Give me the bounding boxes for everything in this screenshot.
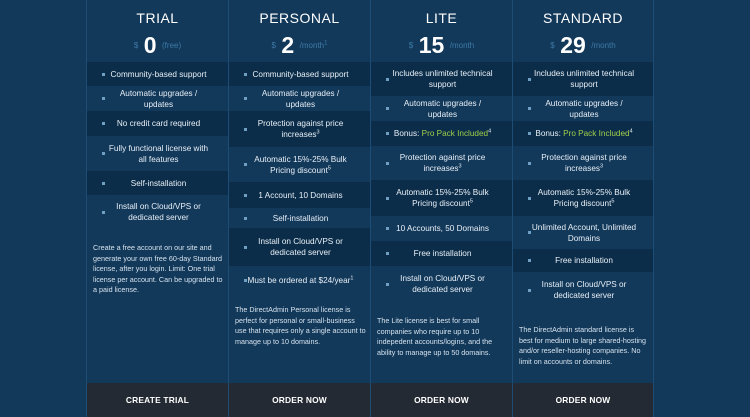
plan-name: PERSONAL: [259, 10, 340, 26]
bullet-icon: [386, 227, 389, 230]
currency-symbol: $: [133, 41, 139, 50]
currency-symbol: $: [271, 41, 276, 50]
plan-lite: [370, 0, 512, 417]
feature-item: Protection against price increases$^3$: [371, 146, 512, 180]
feature-item: Install on Cloud/VPS or dedicated server: [87, 195, 228, 229]
feature-item: Bonus: Pro Pack Included$^4$: [513, 121, 653, 146]
bullet-icon: [244, 97, 247, 100]
feature-item: Free installation: [371, 241, 512, 266]
bullet-icon: [244, 217, 247, 220]
plan-description: The DirectAdmin Personal license is perfect for personal or small-business use that requires only a single account to manage up to 10 domains.: [235, 305, 366, 346]
bullet-icon: [528, 231, 531, 234]
plan-description: The DirectAdmin standard license is best for medium to large shared-hosting and/or reseller-hosting companies. No limit on accounts or domains.: [519, 325, 647, 366]
bullet-icon: [244, 73, 247, 76]
feature-list: [87, 62, 228, 229]
bullet-icon: [386, 132, 389, 135]
bullet-icon: [244, 128, 247, 131]
plan-personal: [228, 0, 370, 417]
feature-item: Fully functional license with all features: [87, 136, 228, 171]
bullet-icon: [528, 289, 531, 292]
plan-name: TRIAL: [136, 10, 179, 26]
feature-item: Self-installation: [87, 171, 228, 195]
order-now-button[interactable]: ORDER NOW: [371, 383, 512, 417]
bullet-icon: [102, 211, 105, 214]
feature-item: Automatic 15%-25% Bulk Pricing discount$^5$: [229, 147, 370, 182]
price-value: 29: [560, 32, 586, 58]
pricing-table: [86, 0, 657, 417]
feature-item: Free installation: [513, 249, 653, 272]
feature-list: [229, 62, 370, 294]
feature-item: Install on Cloud/VPS or dedicated server: [229, 228, 370, 266]
feature-item: 1 Account, 10 Domains: [229, 182, 370, 208]
price-period: /month: [449, 41, 475, 50]
plan-description: Create a free account on our site and generate your own free 60-day Standard license, after you login. Limit: One trial license per account. Can be upgraded to a paid license.: [93, 243, 223, 295]
bullet-icon: [102, 97, 105, 100]
bullet-icon: [528, 132, 531, 135]
bullet-icon: [244, 194, 247, 197]
feature-item: Community-based support: [229, 62, 370, 86]
plan-trial: [86, 0, 228, 417]
plan-description: The Lite license is best for small companies who require up to 10 indepedent accounts/logins, and the ability to manage up to 50 domains.: [377, 316, 493, 357]
bullet-icon: [528, 162, 531, 165]
price-value: 0: [143, 32, 157, 58]
feature-item: Install on Cloud/VPS or dedicated server: [513, 272, 653, 308]
price-value: 15: [418, 32, 445, 58]
feature-item: Includes unlimited technical support: [371, 62, 512, 96]
bullet-icon: [528, 197, 531, 200]
feature-item: Bonus: Pro Pack Included$^4$: [371, 121, 512, 146]
price-row: [87, 32, 228, 58]
bullet-icon: [102, 152, 105, 155]
bullet-icon: [386, 197, 389, 200]
price-period: /month: [591, 41, 616, 50]
pro-pack-highlight: Pro Pack Included: [421, 129, 489, 138]
feature-item: Automatic upgrades / updates: [371, 96, 512, 121]
feature-item: Automatic upgrades / updates: [229, 86, 370, 111]
price-row: [513, 32, 653, 58]
order-now-button[interactable]: ORDER NOW: [513, 383, 653, 417]
feature-list: [371, 62, 512, 302]
bullet-icon: [244, 279, 247, 282]
bullet-icon: [528, 78, 531, 81]
feature-item: Must be ordered at $24/year$^1$: [229, 266, 370, 294]
bullet-icon: [102, 122, 105, 125]
bullet-icon: [386, 283, 389, 286]
bullet-icon: [102, 182, 105, 185]
feature-item: Community-based support: [87, 62, 228, 86]
price-period: (free): [162, 41, 182, 50]
feature-item: Install on Cloud/VPS or dedicated server: [371, 266, 512, 302]
create-trial-button[interactable]: CREATE TRIAL: [87, 383, 228, 417]
bullet-icon: [386, 107, 389, 110]
price-row: [229, 32, 370, 58]
feature-item: No credit card required: [87, 111, 228, 136]
price-value: 2: [281, 32, 295, 58]
currency-symbol: $: [550, 41, 555, 50]
bullet-icon: [528, 107, 531, 110]
plan-name: STANDARD: [543, 10, 623, 26]
bullet-icon: [386, 162, 389, 165]
plan-name: LITE: [425, 10, 458, 26]
bullet-icon: [386, 252, 389, 255]
feature-item: Protection against price increases$^3$: [513, 146, 653, 180]
plan-standard: [512, 0, 654, 417]
bullet-icon: [102, 73, 105, 76]
currency-symbol: $: [408, 41, 414, 50]
feature-item: Protection against price increases$^3$: [229, 111, 370, 147]
feature-item: Automatic 15%-25% Bulk Pricing discount$^5$: [371, 180, 512, 216]
price-period: /month$^1$: [299, 40, 328, 51]
order-now-button[interactable]: ORDER NOW: [229, 383, 370, 417]
pro-pack-highlight: Pro Pack Included: [563, 129, 630, 138]
price-row: [371, 32, 512, 58]
feature-item: Self-installation: [229, 208, 370, 228]
feature-item: Automatic 15%-25% Bulk Pricing discount$^5$: [513, 180, 653, 216]
feature-item: Automatic upgrades / updates: [87, 86, 228, 111]
feature-item: Includes unlimited technical support: [513, 62, 653, 96]
bullet-icon: [244, 163, 247, 166]
bullet-icon: [386, 78, 389, 81]
feature-item: 10 Accounts, 50 Domains: [371, 216, 512, 241]
bullet-icon: [244, 246, 247, 249]
feature-item: Automatic upgrades / updates: [513, 96, 653, 121]
feature-item: Unlimited Account, Unlimited Domains: [513, 216, 653, 249]
feature-list: [513, 62, 653, 308]
bullet-icon: [528, 259, 531, 262]
